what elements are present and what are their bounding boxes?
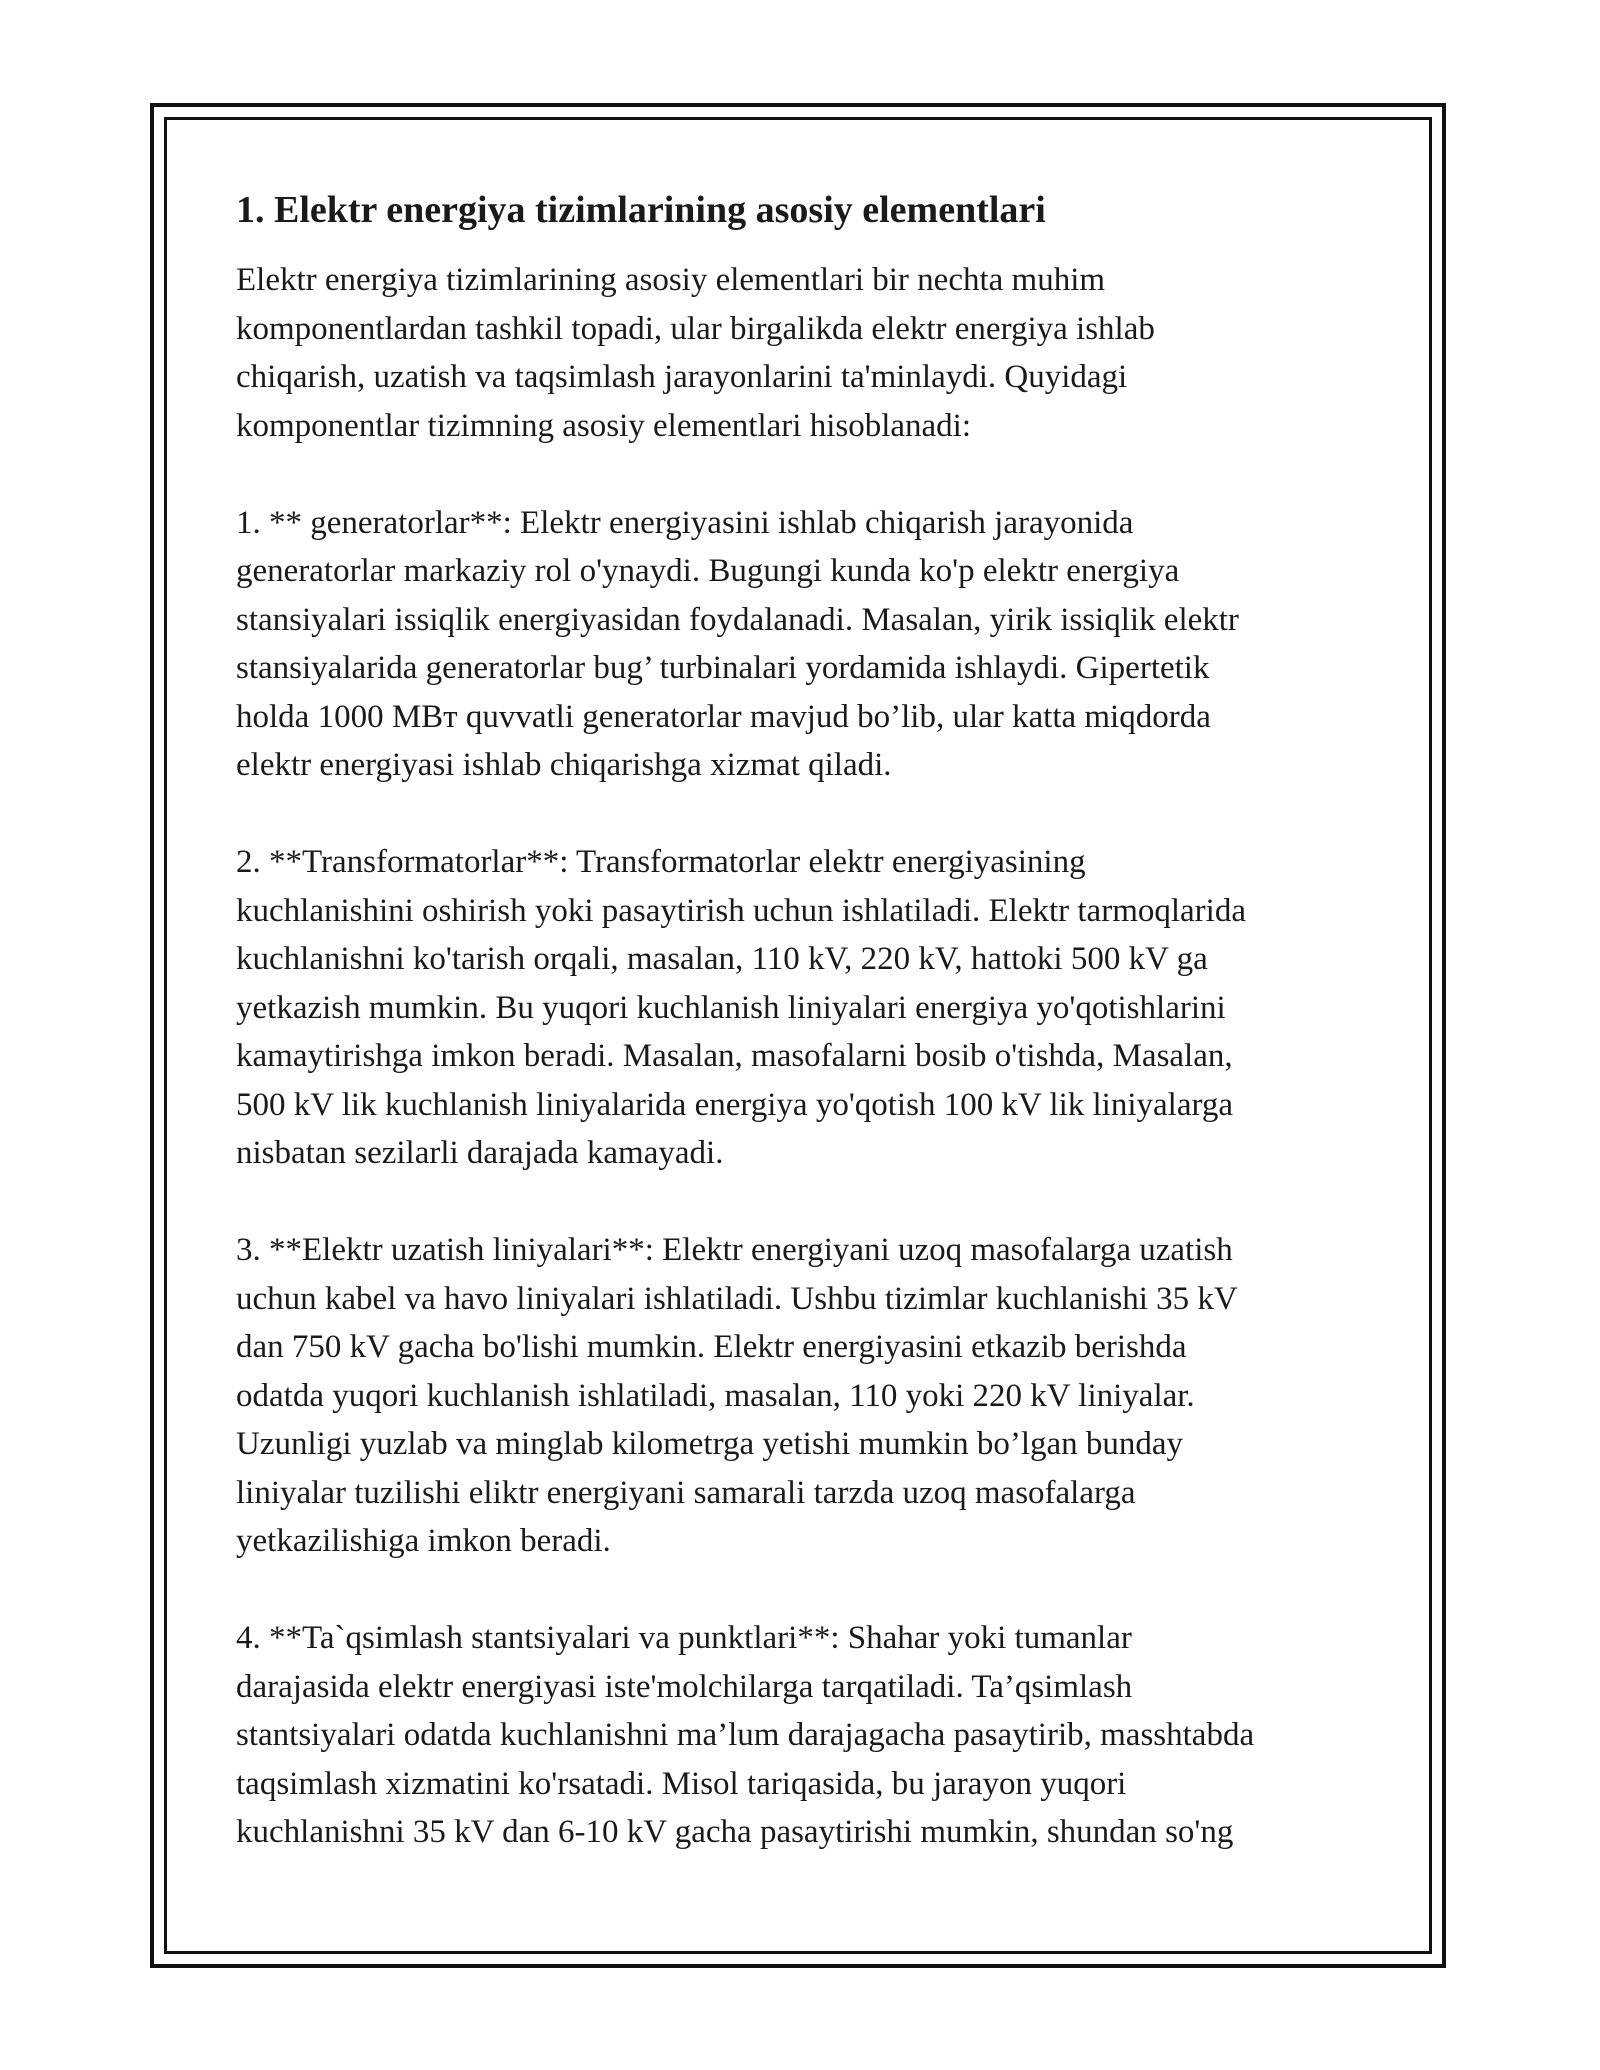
paragraph-line: kuchlanishni ko'tarish orqali, masalan, 110 kV, 220 kV, hattoki 500 kV ga [236,941,1208,977]
paragraph-line: 4. **Ta`qsimlash stantsiyalari va punktlari**: Shahar yoki tumanlar [236,1620,1132,1656]
paragraph-line: holda 1000 МВт quvvatli generatorlar mavjud bo’lib, ular katta miqdorda [236,698,1211,735]
paragraph-line: taqsimlash xizmatini ko'rsatadi. Misol tariqasida, bu jarayon yuqori [236,1765,1127,1802]
paragraph-line: 500 kV lik kuchlanish liniyalarida energiya yo'qotish 100 kV lik liniyalarga [236,1086,1234,1123]
paragraph-line: stansiyalarida generatorlar bug’ turbinalari yordamida ishlaydi. Gipertetik [236,650,1210,686]
paragraph-line: Uzunligi yuzlab va minglab kilometrga yetishi mumkin bo’lgan bunday [236,1426,1184,1462]
paragraph-line: elektr energiyasi ishlab chiqarishga xizmat qiladi. [236,747,892,783]
distribution-paragraph [236,1614,1376,1857]
paragraph-line: komponentlar tizimning asosiy elementlari hisoblanadi: [236,407,972,444]
document-body [236,186,1376,1905]
transmission-lines-paragraph [236,1226,1376,1566]
paragraph-line: darajasida elektr energiyasi iste'molchilarga tarqatiladi. Ta’qsimlash [236,1668,1133,1705]
paragraph-line: odatda yuqori kuchlanish ishlatiladi, masalan, 110 yoki 220 kV liniyalar. [236,1377,1195,1414]
paragraph-line: yetkazish mumkin. Bu yuqori kuchlanish liniyalari energiya yo'qotishlarini [236,989,1226,1026]
paragraph-line: kuchlanishni 35 kV dan 6-10 kV gacha pasaytirishi mumkin, shundan so'ng [236,1814,1234,1850]
paragraph-line: 3. **Elektr uzatish liniyalari**: Elektr energiyani uzoq masofalarga uzatish [236,1232,1233,1268]
paragraph-line: nisbatan sezilarli darajada kamayadi. [236,1135,724,1171]
paragraph-line: 2. **Transformatorlar**: Transformatorlar elektr energiyasining [236,844,1086,880]
page-title: 1. Elektr energiya tizimlarining asosiy elementlari [236,189,1046,231]
paragraph-line: kamaytirishga imkon beradi. Masalan, masofalarni bosib o'tishda, Masalan, [236,1038,1233,1074]
paragraph-line: stansiyalari issiqlik energiyasidan foydalanadi. Masalan, yirik issiqlik elektr [236,601,1239,638]
generators-paragraph [236,499,1376,790]
paragraph-line: uchun kabel va havo liniyalari ishlatiladi. Ushbu tizimlar kuchlanishi 35 kV [236,1280,1238,1317]
paragraph-line: kuchlanishini oshirish yoki pasaytirish uchun ishlatiladi. Elektr tarmoqlarida [236,892,1246,929]
paragraph-line: Elektr energiya tizimlarining asosiy elementlari bir nechta muhim [236,262,1106,298]
paragraph-line: komponentlardan tashkil topadi, ular birgalikda elektr energiya ishlab [236,310,1155,347]
paragraph-line: 1. ** generatorlar**: Elektr energiyasini ishlab chiqarish jarayonida [236,504,1134,541]
paragraph-line: chiqarish, uzatish va taqsimlash jarayonlarini ta'minlaydi. Quyidagi [236,359,1128,395]
paragraph-line: stantsiyalari odatda kuchlanishni ma’lum darajagacha pasaytirib, masshtabda [236,1717,1255,1753]
transformers-paragraph [236,838,1376,1178]
paragraph-line: yetkazilishiga imkon beradi. [236,1523,611,1559]
intro-paragraph [236,256,1376,450]
paragraph-line: dan 750 kV gacha bo'lishi mumkin. Elektr energiyasini etkazib berishda [236,1329,1187,1365]
paragraph-line: liniyalar tuzilishi eliktr energiyani samarali tarzda uzoq masofalarga [236,1474,1136,1511]
paragraph-line: generatorlar markaziy rol o'ynaydi. Bugungi kunda ko'p elektr energiya [236,553,1180,589]
